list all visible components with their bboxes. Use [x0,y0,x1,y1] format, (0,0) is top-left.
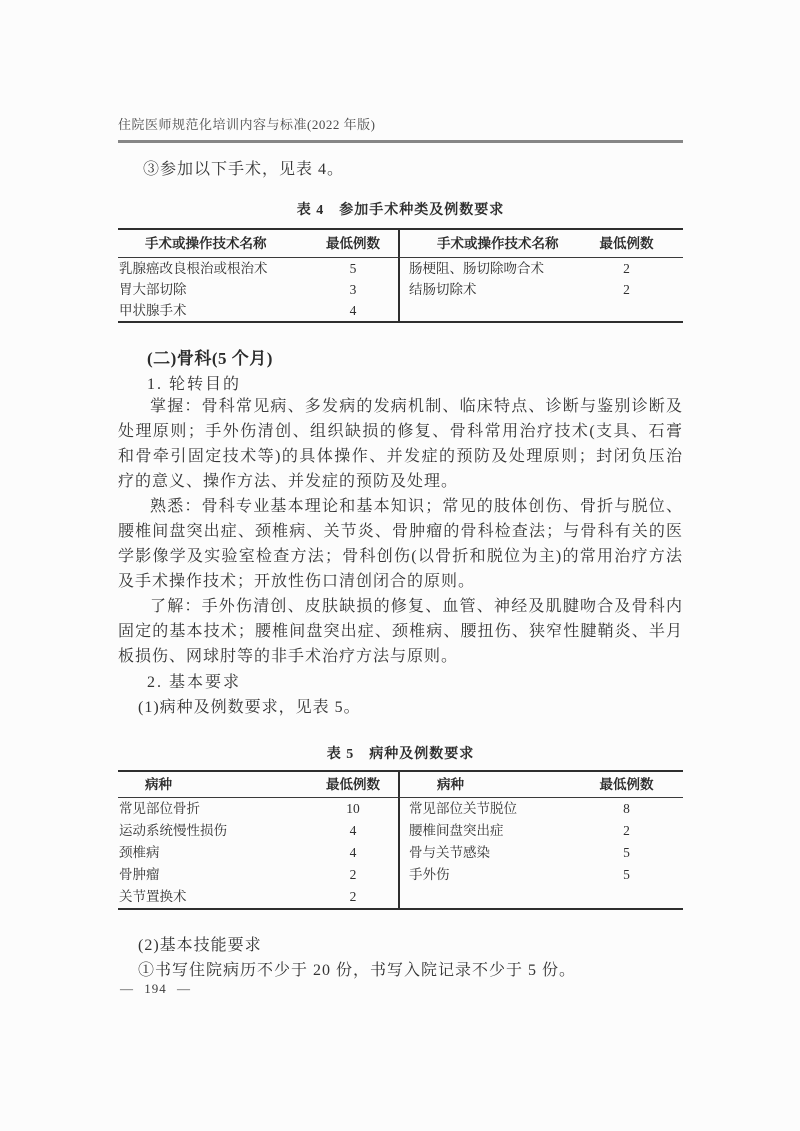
intro-sentence: ③参加以下手术，见表 4。 [143,161,345,178]
table5-header-min-left: 最低例数 [308,772,398,798]
mastery-paragraph: 掌握：骨科常见病、多发病的发病机制、临床特点、诊断与鉴别诊断及处理原则；手外伤清创、组织缺损的修复、骨科常用治疗技术(支具、石膏和骨牵引固定技术等)的具体操作、并发症的预防及处理原则；封闭负压治疗的意义、操作方法、并发症的预防及处理。 [118,398,683,490]
table4-header-min-left: 最低例数 [308,230,398,258]
table4-cell: 4 [349,303,357,318]
table5-cell: 5 [623,867,630,882]
table5-cell: 2 [349,889,357,904]
familiarity-paragraph: 熟悉：骨科专业基本理论和基本知识；常见的肢体创伤、骨折与脱位、腰椎间盘突出症、颈椎病、关节炎、骨肿瘤的骨科检查法；与骨科有关的医学影像学及实验室检查方法；骨科创伤(以骨折和脱位为主)的常用治疗方法及手术操作技术；开放性伤口清创闭合的原则。 [118,498,683,590]
table5-cell: 5 [623,845,630,860]
running-header [118,116,683,143]
table5-title: 表 5 病种及例数要求 [326,747,475,762]
table5-cell: 骨肿瘤 [119,867,160,882]
table4-cell: 乳腺癌改良根治或根治术 [119,261,268,276]
table4-cell: 2 [623,261,630,276]
table5 [118,770,683,910]
table5-cell: 2 [349,867,357,882]
table4-cell: 结肠切除术 [398,279,570,300]
table5-cell [570,886,683,908]
section-heading-orthopedics: (二)骨科(5 个月) [147,349,273,368]
table4-title: 表 4 参加手术种类及例数要求 [296,203,505,218]
table5-cell: 运动系统慢性损伤 [119,823,227,838]
table4-header-name-left: 手术或操作技术名称 [118,230,308,258]
table5-cell: 4 [349,845,357,860]
table5-cell: 10 [346,801,360,816]
table4-cell: 甲状腺手术 [119,303,187,318]
table4-cell: 3 [349,282,357,297]
table5-header-disease-right: 病种 [398,772,570,798]
table4-header-name-right: 手术或操作技术名称 [398,230,570,258]
skills-requirement-heading: (2)基本技能要求 [138,937,262,954]
table5-cell: 常见部位骨折 [119,801,200,816]
table5-header-disease-left: 病种 [118,772,308,798]
running-header-text: 住院医师规范化培训内容与标准(2022 年版) [118,117,376,132]
table5-cell: 2 [623,823,630,838]
table5-cell: 关节置换术 [119,889,187,904]
table5-cell: 颈椎病 [119,845,160,860]
table5-cell: 常见部位关节脱位 [398,798,570,820]
disease-case-requirement: (1)病种及例数要求，见表 5。 [138,699,361,716]
table4-cell [398,300,570,321]
table5-cell [398,886,570,908]
table5-cell: 8 [623,801,630,816]
table4-cell: 肠梗阻、肠切除吻合术 [398,258,570,279]
table4-cell: 2 [623,282,630,297]
page-number: — 194 — [120,981,191,996]
table4-cell [570,300,683,321]
table5-cell: 骨与关节感染 [398,842,570,864]
table4-header-min-right: 最低例数 [570,230,683,258]
table4-cell: 5 [349,261,357,276]
table4 [118,228,683,323]
basic-requirements-heading: 2. 基本要求 [147,674,242,691]
rotation-objective-heading: 1. 轮转目的 [147,376,242,393]
table5-cell: 手外伤 [398,864,570,886]
understanding-paragraph: 了解：手外伤清创、皮肤缺损的修复、血管、神经及肌腱吻合及骨科内固定的基本技术；腰椎间盘突出症、颈椎病、腰扭伤、狭窄性腱鞘炎、半月板损伤、网球肘等的非手术治疗方法与原则。 [118,598,683,665]
table4-cell: 胃大部切除 [119,282,187,297]
record-writing-requirement: ①书写住院病历不少于 20 份，书写入院记录不少于 5 份。 [138,962,577,979]
table5-header-min-right: 最低例数 [570,772,683,798]
table5-cell: 腰椎间盘突出症 [398,820,570,842]
table5-cell: 4 [349,823,357,838]
